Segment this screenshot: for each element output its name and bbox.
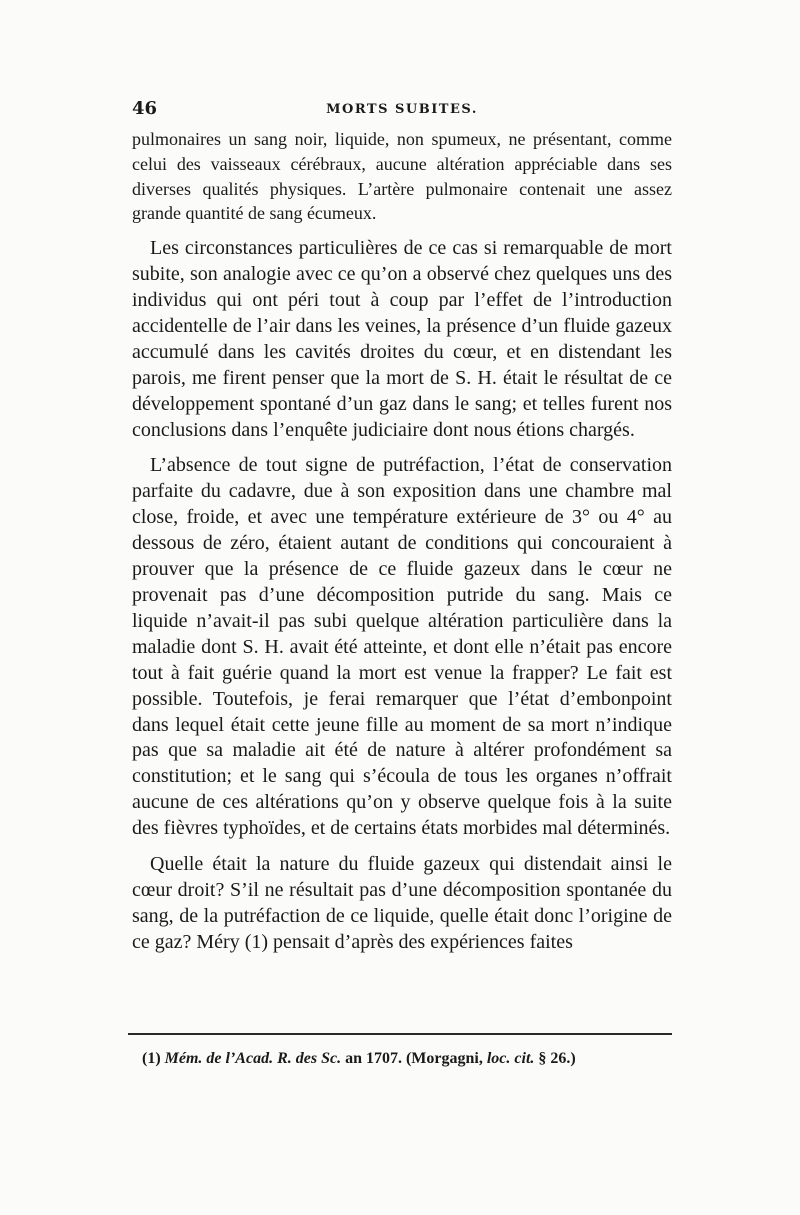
footnote-marker: (1): [142, 1050, 161, 1067]
body-text: [132, 127, 672, 956]
footnote-source: Mém. de l’Acad. R. des Sc.: [164, 1050, 342, 1067]
page-header: [132, 98, 672, 122]
footnote-divider: [128, 1033, 672, 1035]
footnote-section: § 26.): [538, 1050, 576, 1067]
page-number: 46: [132, 98, 158, 119]
paragraph-4: Quelle était la nature du fluide gazeux qui distendait ainsi le cœur droit? S’il ne résultait pas d’une décomposition spontanée du sang, de la putréfaction de ce liquide, quelle était donc l’origine de ce gaz? Méry (1) pensait d’après des expériences faites: [132, 853, 672, 953]
paragraph-3: L’absence de tout signe de putréfaction, l’état de conservation parfaite du cadavre, due à son exposition dans une chambre mal close, froide, et avec une température extérieure de 3° ou 4° au dessous de zéro, étaient autant de conditions qui concouraient à prouver que la présence de ce fluide gazeux dans le cœur ne provenait pas d’une décomposition putride du sang. Mais ce liquide n’avait-il pas subi quelque altération particulière dans la maladie dont S. H. avait été atteinte, et dont elle n’était pas encore tout à fait guérie quand la mort est venue la frapper? Le fait est possible. Toutefois, je ferai remarquer que l’état d’embonpoint dans lequel était cette jeune fille au moment de sa mort n’indique pas que sa maladie ait été de nature à altérer profondément sa constitution; et le sang qui s’écoula de tous les organes n’offrait aucune de ces altérations qu’on y observe quelque fois à la suite des fièvres typhoïdes, et de certains états morbides mal déterminés.: [132, 454, 672, 840]
paragraph-1: pulmonaires un sang noir, liquide, non spumeux, ne présentant, comme celui des vaisseaux cérébraux, aucune altération appréciable dans ses diverses qualités physiques. L’artère pulmonaire contenait une assez grande quantité de sang écumeux.: [132, 129, 672, 224]
paragraph-2: Les circonstances particulières de ce cas si remarquable de mort subite, son analogie avec ce qu’on a observé chez quelques uns des individus qui ont péri tout à coup par l’effet de l’introduction accidentelle de l’air dans les veines, la présence d’un fluide gazeux accumulé dans les cavités droites du cœur, et en distendant les parois, me firent penser que la mort de S. H. était le résultat de ce développement spontané d’un gaz dans le sang; et telles furent nos conclusions dans l’enquête judiciaire dont nous étions chargés.: [132, 237, 672, 441]
footnote-ref: loc. cit.: [486, 1050, 535, 1067]
footnote: [142, 1050, 672, 1068]
footnote-year: an 1707. (Morgagni,: [345, 1050, 483, 1067]
running-title: MORTS SUBITES.: [326, 102, 478, 117]
